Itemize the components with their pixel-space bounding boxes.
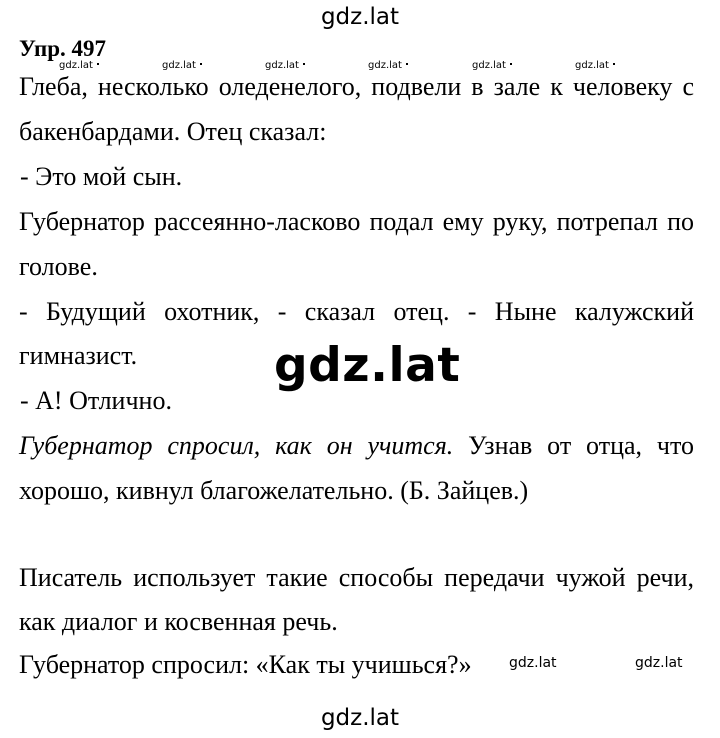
text-line: Писатель использует такие способы передачи чужой речи, bbox=[19, 563, 694, 592]
watermark-small: gdz.lat bbox=[59, 60, 99, 71]
text-line: как диалог и косвенная речь. bbox=[19, 607, 338, 636]
watermark-top: gdz.lat bbox=[320, 4, 400, 30]
watermark-center: gdz.lat bbox=[274, 338, 461, 393]
italic-phrase: Губернатор спросил, как он учится. bbox=[19, 431, 454, 460]
watermark-mid: gdz.lat bbox=[635, 655, 683, 671]
text-line: Глеба, несколько оледенелого, подвели в зале к человеку с bbox=[19, 72, 694, 101]
text-line: хорошо, кивнул благожелательно. (Б. Зайцев.) bbox=[19, 476, 529, 505]
text-fragment: Узнав от отца, что bbox=[453, 431, 694, 460]
watermark-small: gdz.lat bbox=[265, 60, 305, 71]
text-line: бакенбардами. Отец сказал: bbox=[19, 117, 327, 146]
text-line: голове. bbox=[19, 252, 98, 281]
watermark-small: gdz.lat bbox=[472, 60, 512, 71]
exercise-title: Упр. 497 bbox=[19, 36, 107, 61]
watermark-small: gdz.lat bbox=[368, 60, 408, 71]
watermark-small: gdz.lat bbox=[575, 60, 615, 71]
watermark-small: gdz.lat bbox=[162, 60, 202, 71]
watermark-bottom: gdz.lat bbox=[320, 705, 400, 731]
text-line: гимназист. bbox=[19, 341, 138, 370]
text-line: - Будущий охотник, - сказал отец. - Ныне калужский bbox=[19, 297, 694, 326]
watermark-mid: gdz.lat bbox=[509, 655, 557, 671]
text-line bbox=[19, 431, 694, 461]
text-line: Губернатор спросил: «Как ты учишься?» bbox=[19, 650, 472, 679]
text-line: - А! Отлично. bbox=[20, 386, 172, 415]
text-line: Губернатор рассеянно-ласково подал ему руку, потрепал по bbox=[19, 207, 694, 236]
text-line: - Это мой сын. bbox=[20, 162, 183, 191]
